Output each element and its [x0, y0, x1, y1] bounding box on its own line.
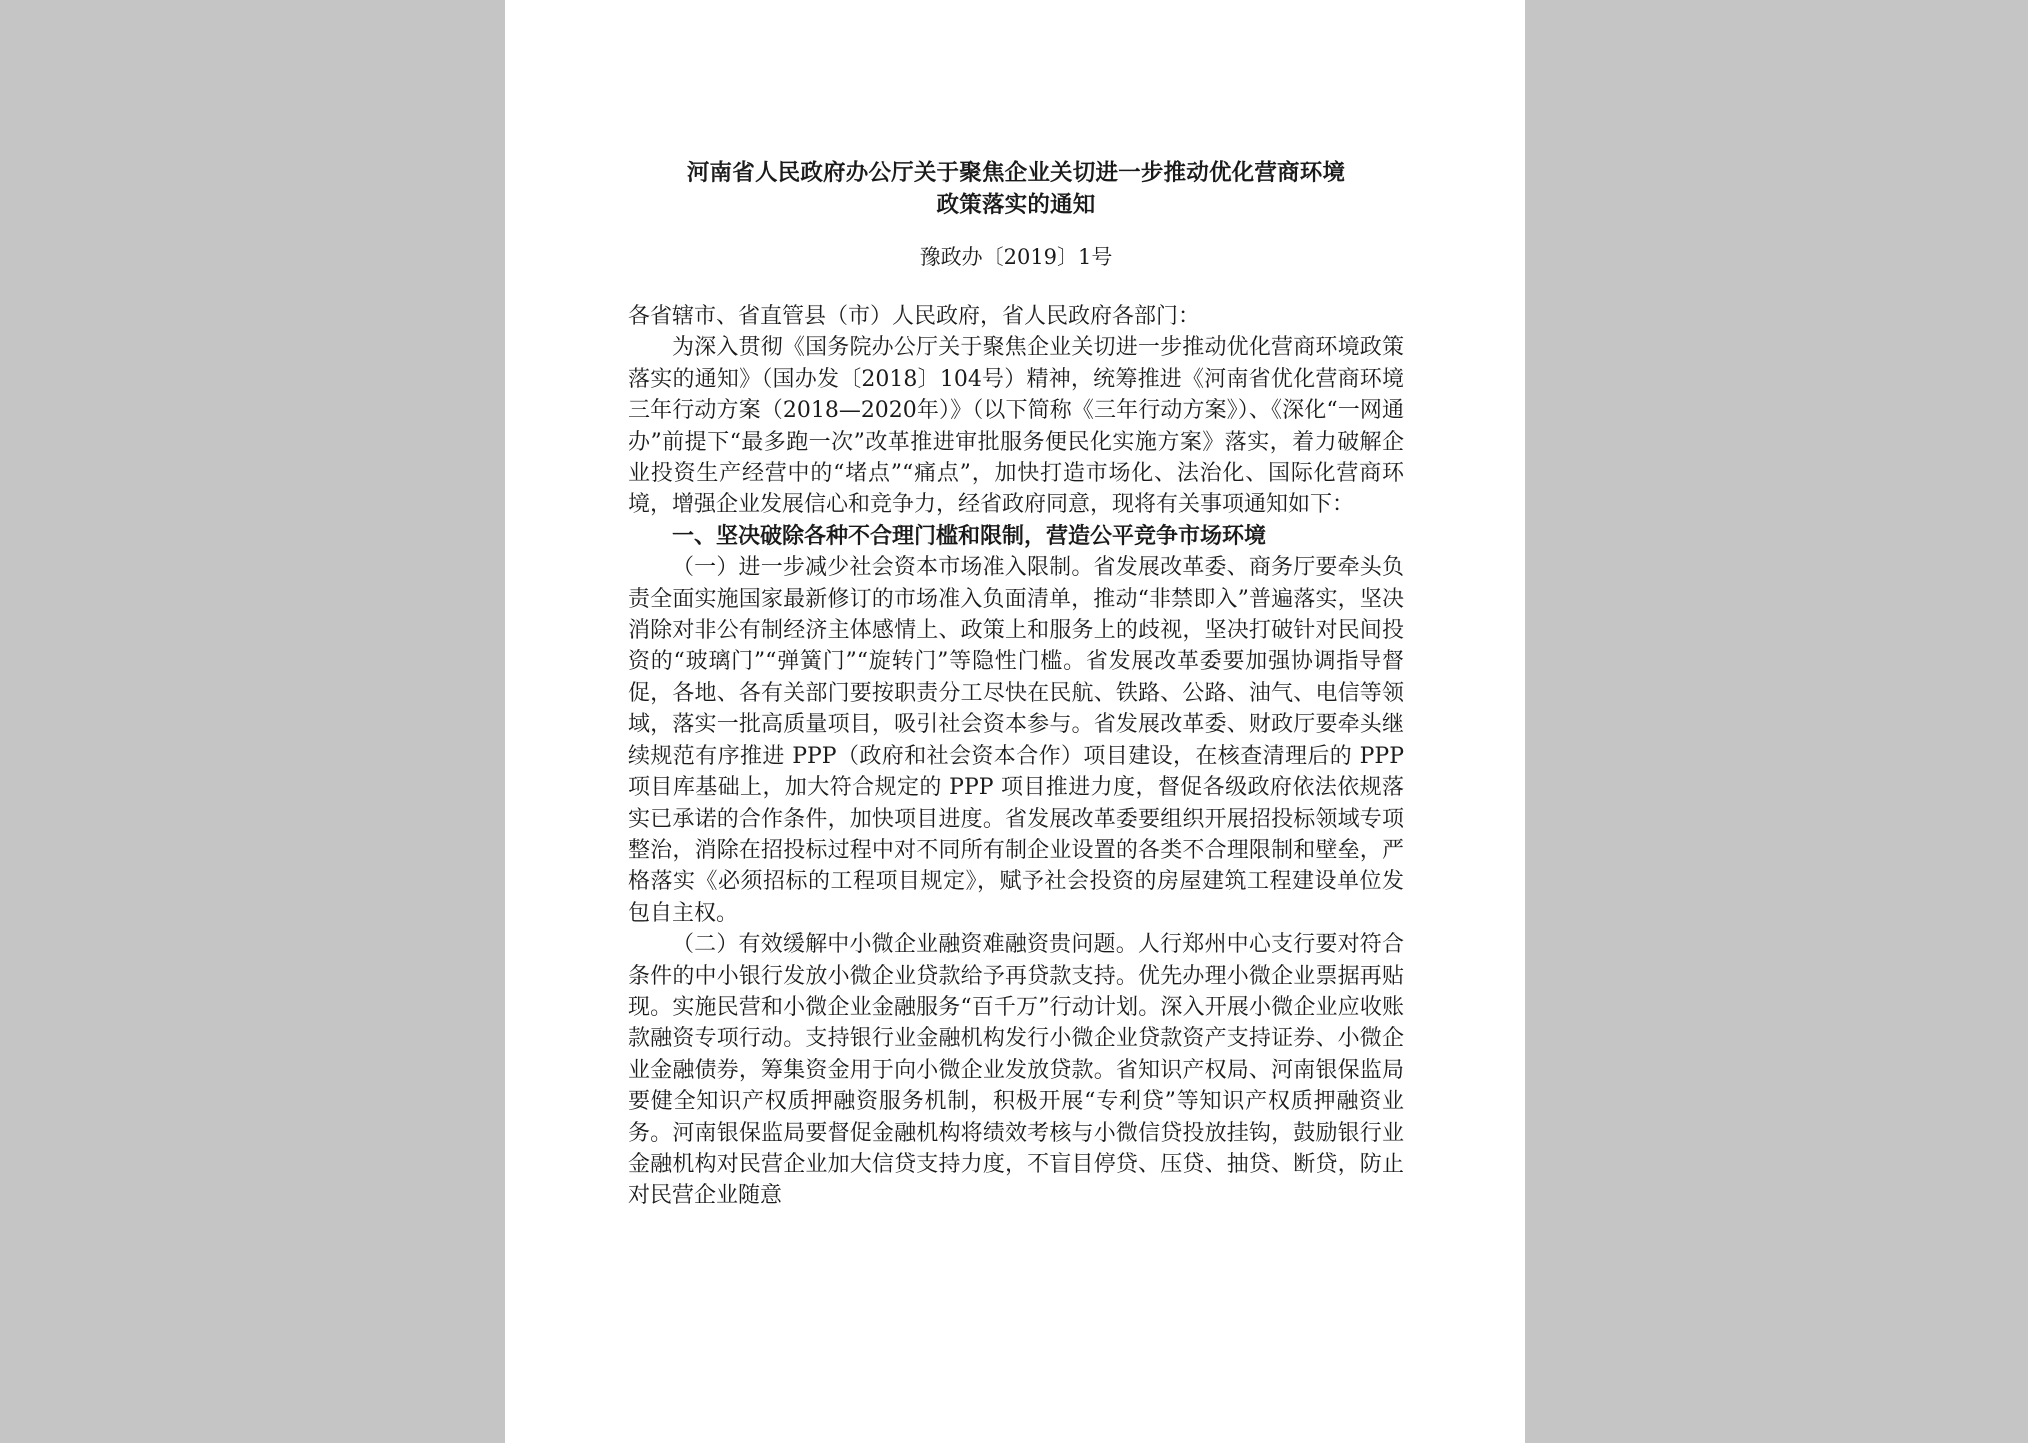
- paragraph-1: （一）进一步减少社会资本市场准入限制。省发展改革委、商务厅要牵头负责全面实施国家最新修订的市场准入负面清单，推动“非禁即入”普遍落实，坚决消除对非公有制经济主体感情上、政策上和服务上的歧视，坚决打破针对民间投资的“玻璃门”“弹簧门”“旋转门”等隐性门槛。省发展改革委要加强协调指导督促，各地、各有关部门要按职责分工尽快在民航、铁路、公路、油气、电信等领域，落实一批高质量项目，吸引社会资本参与。省发展改革委、财政厅要牵头继续规范有序推进 PPP（政府和社会资本合作）项目建设，在核查清理后的 PPP 项目库基础上，加大符合规定的 PPP 项目推进力度，督促各级政府依法依规落实已承诺的合作条件，加快项目进度。省发展改革委要组织开展招投标领域专项整治，消除在招投标过程中对不同所有制企业设置的各类不合理限制和壁垒，严格落实《必须招标的工程项目规定》，赋予社会投资的房屋建筑工程建设单位发包自主权。: [628, 555, 1404, 926]
- document-page: [505, 0, 1525, 1443]
- title-line-2: 政策落实的通知: [936, 192, 1096, 218]
- section-heading: 一、坚决破除各种不合理门槛和限制，营造公平竞争市场环境: [672, 522, 1267, 549]
- document-title: [628, 157, 1404, 221]
- intro-paragraph: 为深入贯彻《国务院办公厅关于聚焦企业关切进一步推动优化营商环境政策落实的通知》（国办发〔2018〕104号）精神，统筹推进《河南省优化营商环境三年行动方案（2018—2020年）》（以下简称《三年行动方案》）、《深化“一网通办”前提下“最多跑一次”改革推进审批服务便民化实施方案》落实，着力破解企业投资生产经营中的“堵点”“痛点”，加快打造市场化、法治化、国际化营商环境，增强企业发展信心和竞争力，经省政府同意，现将有关事项通知如下：: [628, 335, 1404, 518]
- document-number: 豫政办〔2019〕1号: [919, 245, 1113, 269]
- document-content: [628, 157, 1404, 1212]
- document-body: [628, 301, 1404, 1212]
- title-line-1: 河南省人民政府办公厅关于聚焦企业关切进一步推动优化营商环境: [686, 160, 1346, 186]
- salutation: 各省辖市、省直管县（市）人民政府，省人民政府各部门：: [628, 304, 1201, 329]
- paragraph-2: （二）有效缓解中小微企业融资难融资贵问题。人行郑州中心支行要对符合条件的中小银行发放小微企业贷款给予再贷款支持。优先办理小微企业票据再贴现。实施民营和小微企业金融服务“百千万”行动计划。深入开展小微企业应收账款融资专项行动。支持银行业金融机构发行小微企业贷款资产支持证券、小微企业金融债券，筹集资金用于向小微企业发放贷款。省知识产权局、河南银保监局要健全知识产权质押融资服务机制，积极开展“专利贷”等知识产权质押融资业务。河南银保监局要督促金融机构将绩效考核与小微信贷投放挂钩，鼓励银行业金融机构对民营企业加大信贷支持力度，不盲目停贷、压贷、抽贷、断贷，防止对民营企业随意: [628, 932, 1404, 1209]
